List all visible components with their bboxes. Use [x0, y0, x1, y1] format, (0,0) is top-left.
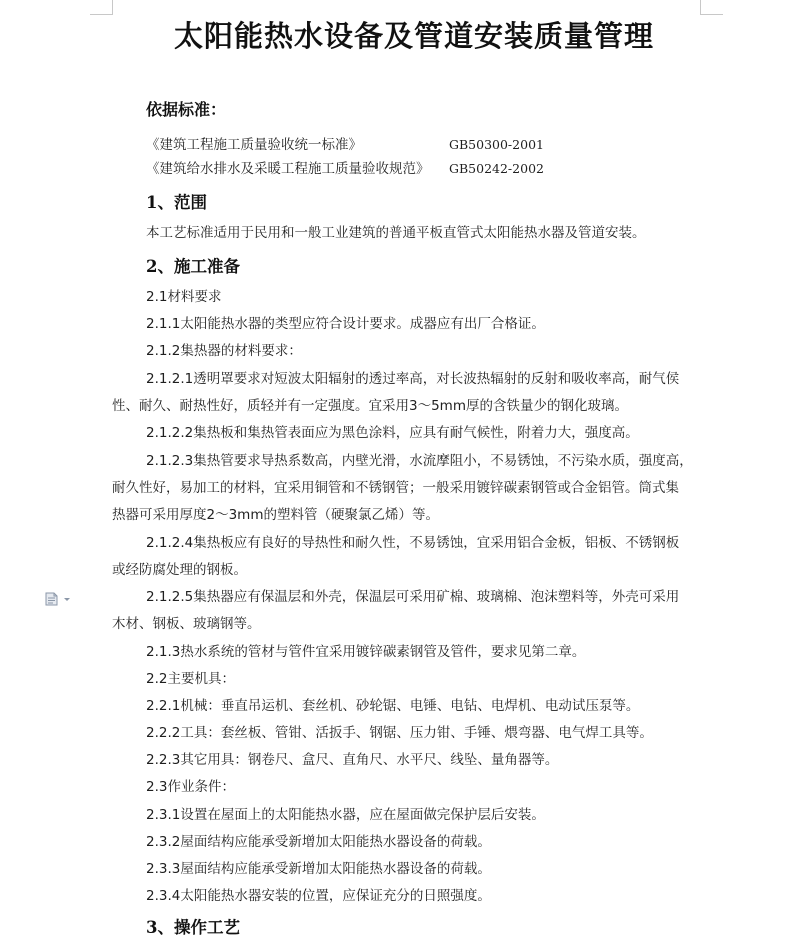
item-2-1-2: 2.1.2集热器的材料要求： [146, 343, 302, 359]
section-heading-preparation: 2、施工准备 [146, 257, 240, 276]
item-2-1-2-1-line1: 2.1.2.1透明罩要求对短波太阳辐射的透过率高，对长波热辐射的反射和吸收率高，耐气侯 [146, 371, 680, 387]
document-title: 太阳能热水设备及管道安装质量管理 [173, 19, 654, 53]
item-2-1-2-1-line2: 性、耐久、耐热性好，质轻并有一定强度。宜采用3～5mm厚的含铁量少的钢化玻璃。 [112, 398, 628, 414]
basis-heading: 依据标准： [146, 100, 227, 119]
section-heading-scope: 1、范围 [146, 193, 207, 212]
item-2-1-1: 2.1.1太阳能热水器的类型应符合设计要求。成器应有出厂合格证。 [146, 316, 545, 332]
item-2-3-4: 2.3.4太阳能热水器安装的位置，应保证充分的日照强度。 [146, 888, 491, 904]
section-heading-process: 3、操作工艺 [146, 918, 240, 937]
item-2-2-1: 2.2.1机械：垂直吊运机、套丝机、砂轮锯、电锤、电钻、电焊机、电动试压泵等。 [146, 698, 640, 714]
item-2-3-3: 2.3.3屋面结构应能承受新增加太阳能热水器设备的荷载。 [146, 861, 491, 877]
page-corner-mark-right [700, 0, 723, 15]
item-2-1-2-5-line1: 2.1.2.5集热器应有保温层和外壳，保温层可采用矿棉、玻璃棉、泡沫塑料等，外壳可采用 [146, 589, 680, 605]
item-2-1-2-3-line3: 热器可采用厚度2～3mm的塑料管（硬聚氯乙烯）等。 [112, 507, 439, 523]
standard-code-1: GB50300-2001 [449, 137, 544, 152]
item-2-1: 2.1材料要求 [146, 289, 222, 305]
item-2-2-2: 2.2.2工具：套丝板、管钳、活扳手、钢锯、压力钳、手锤、煨弯器、电气焊工具等。 [146, 725, 653, 741]
item-2-1-2-5-line2: 木材、钢板、玻璃钢等。 [112, 616, 261, 632]
standard-name-2: 《建筑给水排水及采暖工程施工质量验收规范》 [146, 161, 430, 177]
item-2-1-3: 2.1.3热水系统的管材与管件宜采用镀锌碳素钢管及管件，要求见第二章。 [146, 644, 586, 660]
standard-name-1: 《建筑工程施工质量验收统一标准》 [146, 137, 362, 153]
item-2-1-2-4-line1: 2.1.2.4集热板应有良好的导热性和耐久性，不易锈蚀，宜采用铝合金板，铝板、不锈钢板 [146, 535, 680, 551]
item-2-2: 2.2主要机具： [146, 671, 235, 687]
item-2-1-2-3-line1: 2.1.2.3集热管要求导热系数高，内壁光滑，水流摩阻小，不易锈蚀，不污染水质，强度高， [146, 453, 693, 469]
page-corner-mark-left [90, 0, 113, 15]
standard-code-2: GB50242-2002 [449, 161, 544, 176]
item-2-3: 2.3作业条件： [146, 779, 235, 795]
item-2-1-2-3-line2: 耐久性好，易加工的材料，宜采用铜管和不锈钢管；一般采用镀锌碳素钢管或合金铝管。筒式集 [112, 480, 679, 496]
item-2-1-2-2: 2.1.2.2集热板和集热管表面应为黑色涂料，应具有耐气候性，附着力大，强度高。 [146, 425, 639, 441]
item-2-3-2: 2.3.2屋面结构应能承受新增加太阳能热水器设备的荷载。 [146, 834, 491, 850]
paragraph-scope: 本工艺标准适用于民用和一般工业建筑的普通平板直管式太阳能热水器及管道安装。 [146, 225, 646, 241]
item-2-2-3: 2.2.3其它用具：钢卷尺、盒尺、直角尺、水平尺、线坠、量角器等。 [146, 752, 559, 768]
item-2-1-2-4-line2: 或经防腐处理的钢板。 [112, 562, 247, 578]
item-2-3-1: 2.3.1设置在屋面上的太阳能热水器，应在屋面做完保护层后安装。 [146, 807, 545, 823]
document-comment-icon[interactable] [45, 592, 73, 606]
